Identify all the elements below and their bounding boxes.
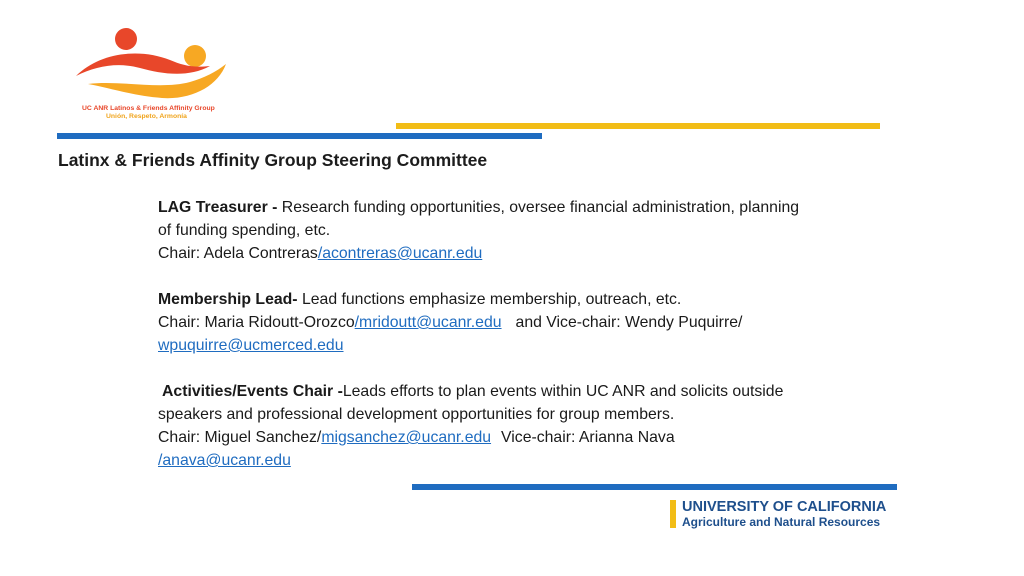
logo-title: UC ANR Latinos & Friends Affinity Group [82, 105, 215, 112]
membership-email-link[interactable]: /mridoutt@ucanr.edu [354, 314, 502, 331]
treasurer-line2: of funding spending, etc. [158, 222, 331, 239]
gold-divider [396, 123, 880, 129]
uc-logo-line1: UNIVERSITY OF CALIFORNIA [682, 499, 887, 515]
treasurer-line1 [158, 196, 878, 219]
activities-vice-email-link[interactable]: /anava@ucanr.edu [158, 452, 291, 469]
activities-heading: Activities/Events Chair - [162, 383, 343, 400]
treasurer-chair-name: Chair: Adela Contreras [158, 245, 318, 262]
activities-vice-chair: Vice-chair: Arianna Nava [501, 429, 675, 446]
committee-roles [158, 196, 878, 472]
treasurer-email-link[interactable]: /acontreras@ucanr.edu [317, 245, 483, 262]
treasurer-chair [158, 242, 878, 265]
uc-logo-bar-icon [670, 500, 676, 528]
membership-desc: Lead functions emphasize membership, outreach, etc. [301, 291, 682, 308]
blue-divider-top [57, 133, 542, 139]
activities-chair [158, 426, 878, 449]
membership-vice-email-link[interactable]: wpuquirre@ucmerced.edu [158, 337, 344, 354]
membership-chair [158, 311, 878, 334]
activities-line2: speakers and professional development opportunities for group members. [158, 406, 675, 423]
treasurer-heading: LAG Treasurer - [158, 199, 282, 216]
activities-desc-1: Leads efforts to plan events within UC ANR and solicits outside [342, 383, 784, 400]
membership-vice-chair: and Vice-chair: Wendy Puquirre/ [515, 314, 743, 331]
logo-motto: Unión, Respeto, Armonía [106, 113, 187, 120]
activities-vice-line [158, 449, 878, 472]
membership-vice-line [158, 334, 878, 357]
activities-chair-name: Chair: Miguel Sanchez/ [158, 429, 322, 446]
membership-heading: Membership Lead- [158, 291, 302, 308]
membership-line1 [158, 288, 878, 311]
page-title: Latinx & Friends Affinity Group Steering Committee [58, 150, 488, 170]
two-figures-logo-icon [70, 20, 235, 105]
activities-line1 [158, 380, 878, 403]
uc-logo-line2: Agriculture and Natural Resources [682, 515, 881, 529]
affinity-group-logo [70, 20, 235, 125]
membership-chair-name: Chair: Maria Ridoutt-Orozco [158, 314, 355, 331]
treasurer-desc-1: Research funding opportunities, oversee financial administration, planning [281, 199, 800, 216]
blue-divider-bottom [412, 484, 897, 490]
activities-email-link[interactable]: migsanchez@ucanr.edu [321, 429, 492, 446]
